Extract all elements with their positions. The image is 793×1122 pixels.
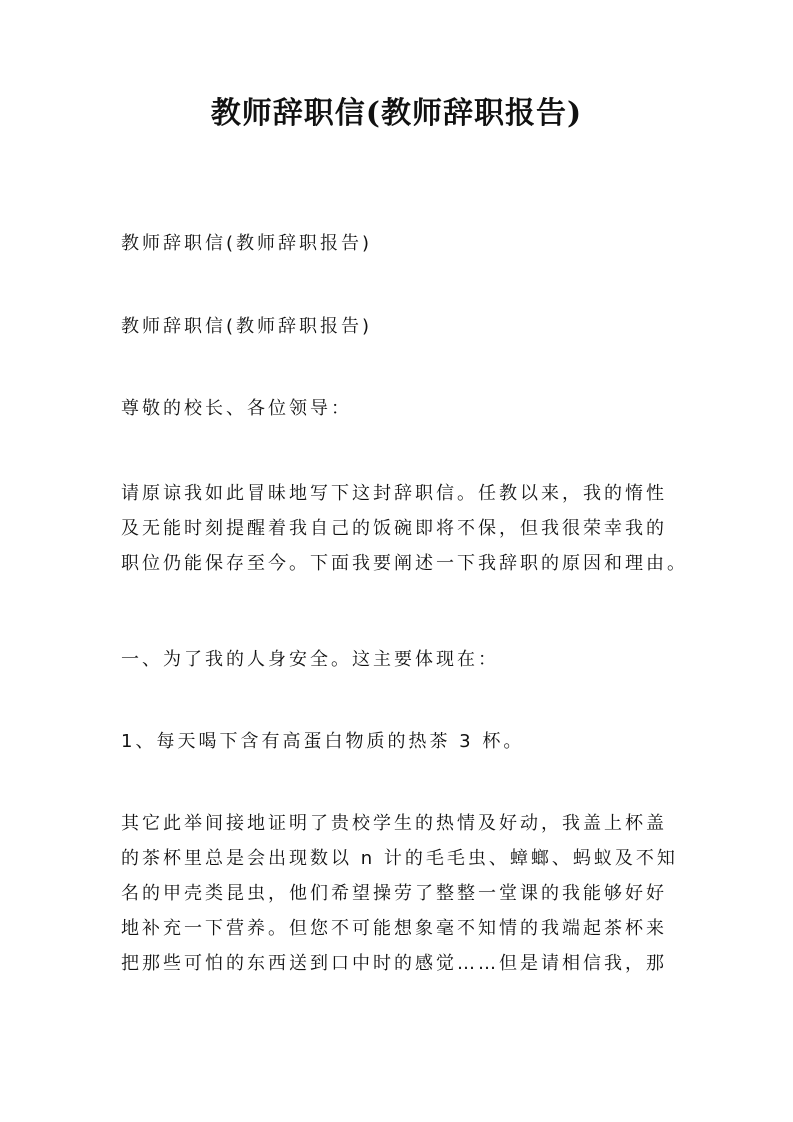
paragraph-line: 地补充一下营养。但您不可能想象毫不知情的我端起茶杯来: [121, 918, 667, 939]
paragraph-line: 请原谅我如此冒昧地写下这封辞职信。任教以来，我的惰性: [121, 483, 667, 504]
paragraph-line: 名的甲壳类昆虫，他们希望操劳了整整一堂课的我能够好好: [121, 883, 667, 904]
paragraph-line: 教师辞职信(教师辞职报告): [121, 316, 373, 337]
document-title: 教师辞职信(教师辞职报告): [210, 96, 583, 131]
paragraph-body: [121, 806, 681, 981]
paragraph-line: 教师辞职信(教师辞职报告): [121, 233, 373, 254]
paragraph-line: 其它此举间接地证明了贵校学生的热情及好动，我盖上杯盖: [121, 813, 667, 834]
salutation: [121, 391, 681, 426]
paragraph-line: 一、为了我的人身安全。这主要体现在：: [121, 649, 499, 670]
paragraph-line: 的茶杯里总是会出现数以 n 计的毛毛虫、蟑螂、蚂蚁及不知: [121, 848, 678, 869]
paragraph-line: 尊敬的校长、各位领导：: [121, 398, 352, 419]
paragraph-heading-repeat-1: [121, 226, 681, 261]
paragraph-heading-repeat-2: [121, 309, 681, 344]
paragraph-line: 及无能时刻提醒着我自己的饭碗即将不保，但我很荣幸我的: [121, 518, 667, 539]
paragraph-line: 把那些可怕的东西送到口中时的感觉……但是请相信我，那: [121, 953, 667, 974]
paragraph-line: 1、每天喝下含有高蛋白物质的热茶 3 杯。: [121, 731, 525, 752]
list-item-1: [121, 724, 681, 759]
paragraph-line: 职位仍能保存至今。下面我要阐述一下我辞职的原因和理由。: [121, 553, 688, 574]
section-heading-safety: [121, 642, 681, 677]
paragraph-intro: [121, 476, 688, 581]
